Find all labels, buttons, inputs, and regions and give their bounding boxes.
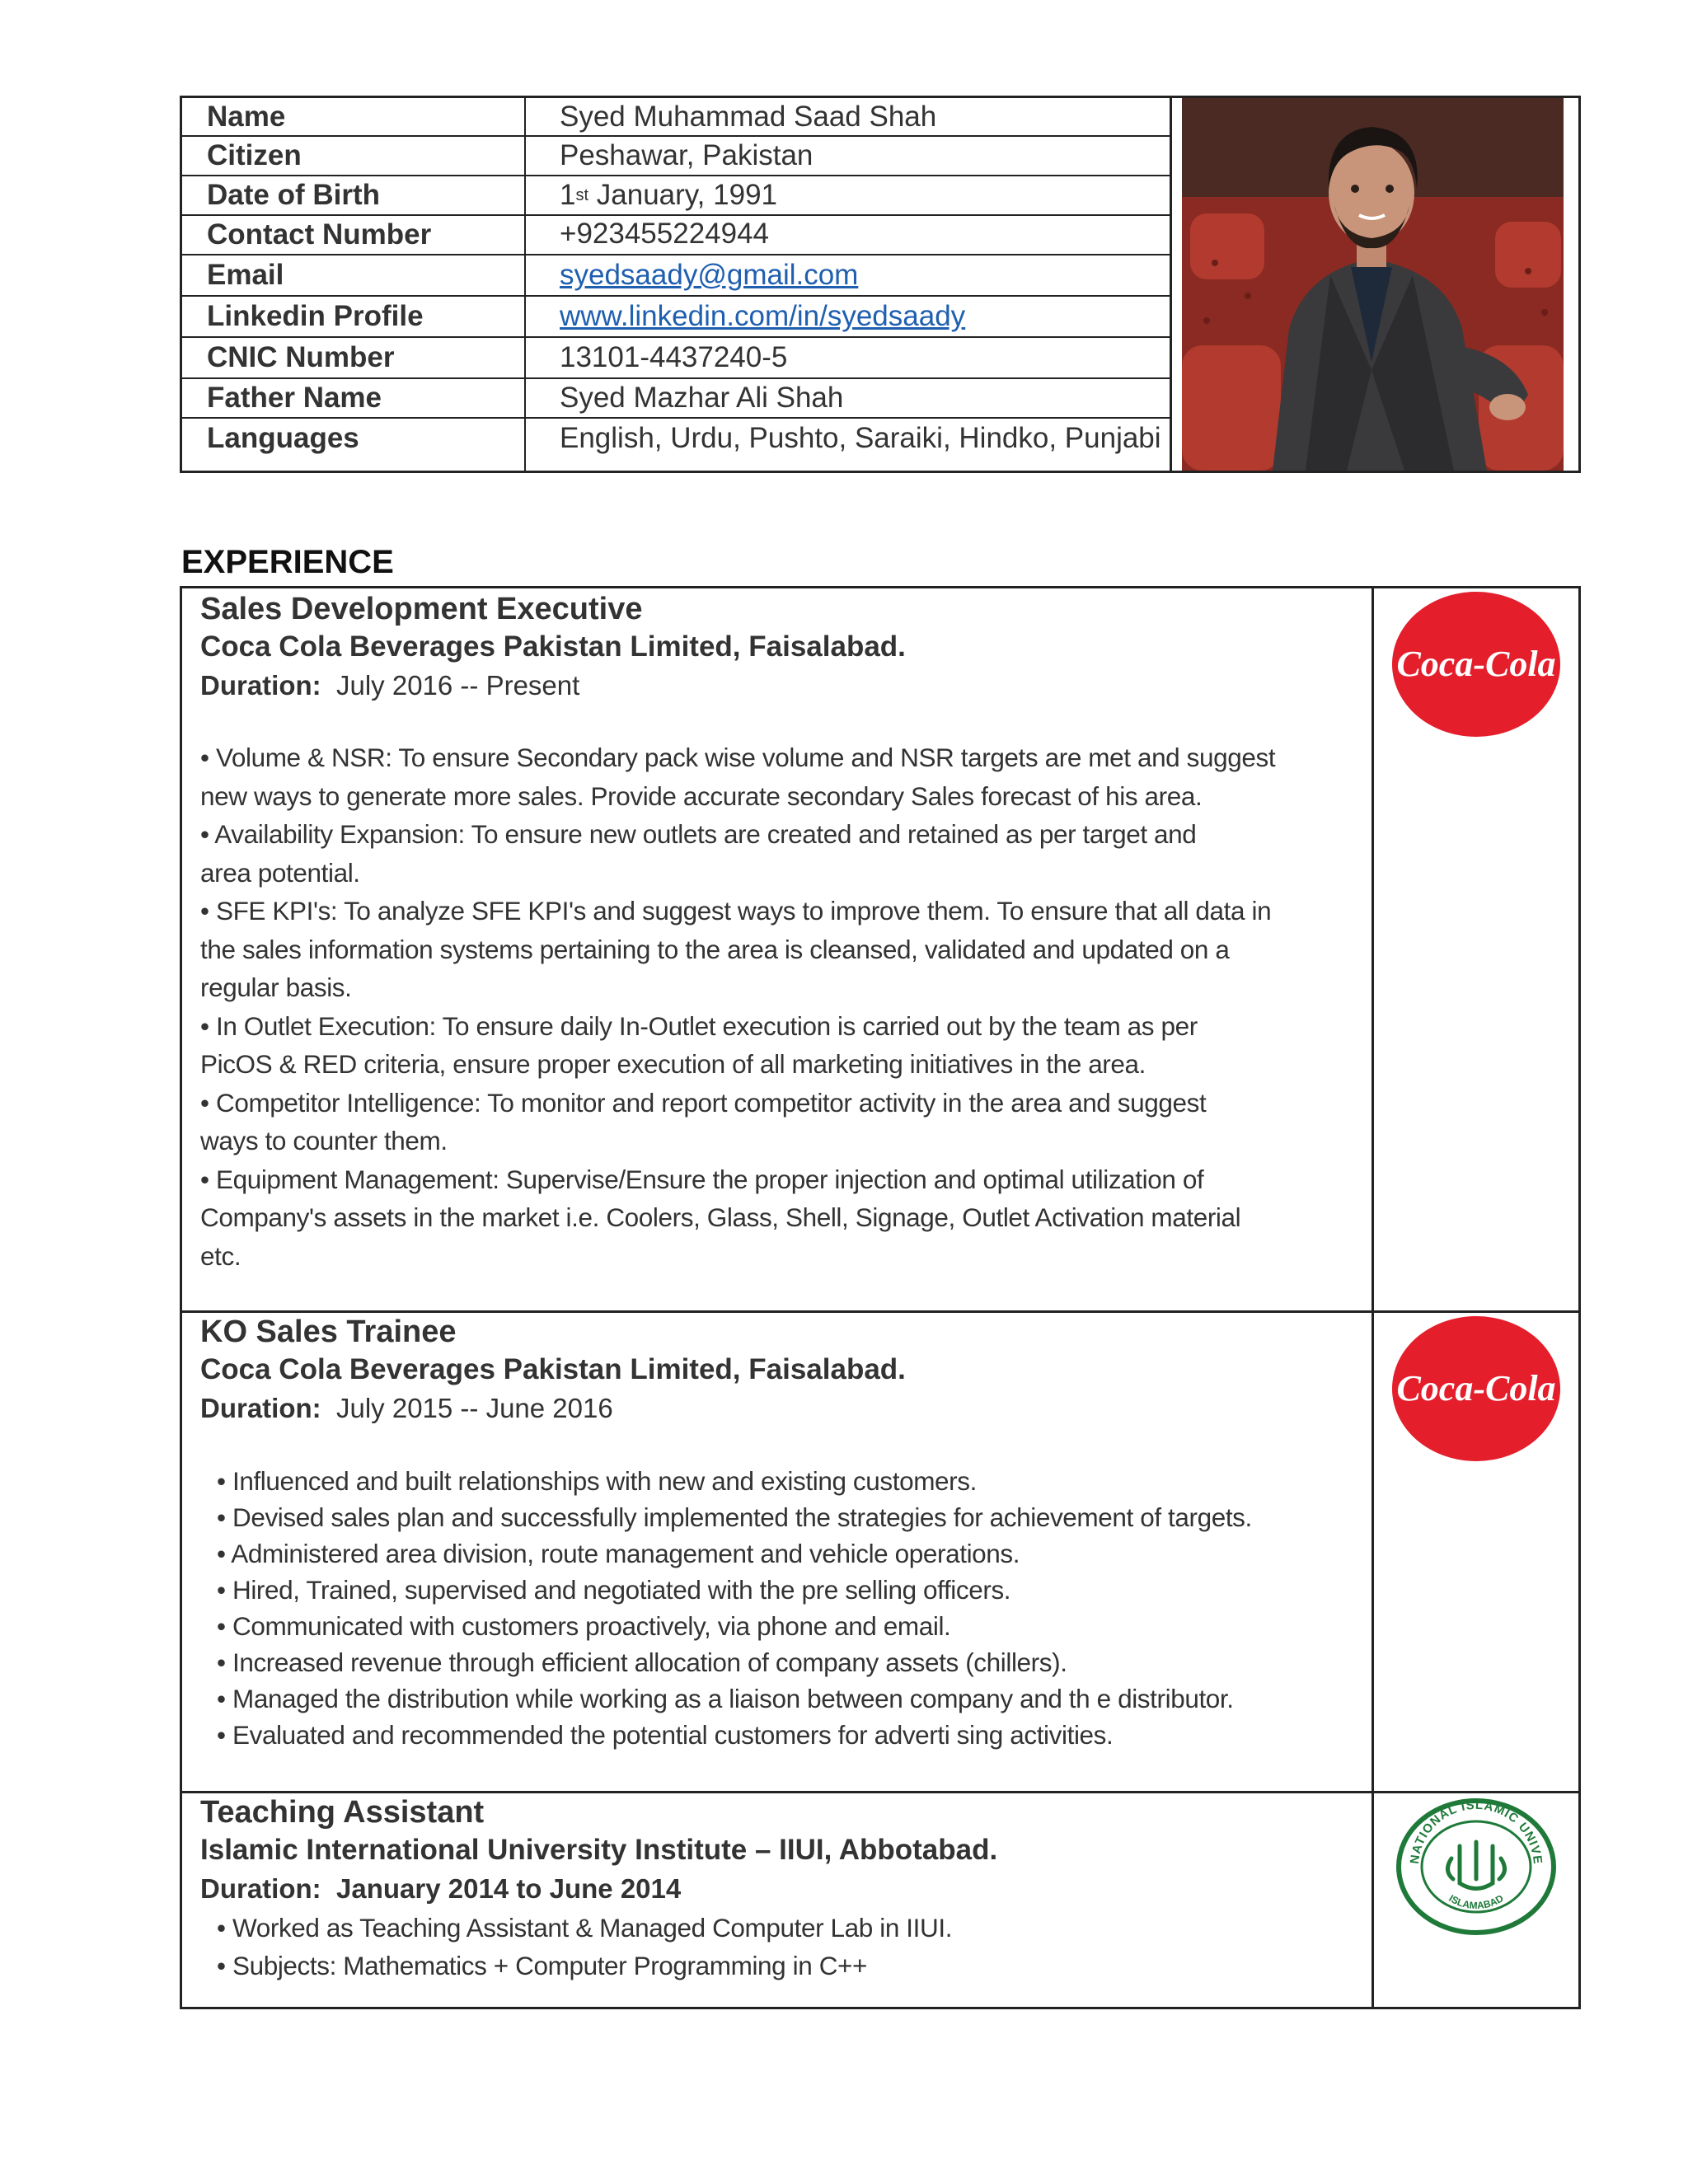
duration-value: January 2014 to June 2014 — [336, 1873, 682, 1904]
bullet-line: • Increased revenue through efficient allocation of company assets (chillers). — [217, 1647, 1067, 1677]
duration-label: Duration: — [200, 1393, 321, 1423]
job-entry — [182, 1793, 1578, 2009]
job-entry — [182, 588, 1578, 1310]
job-company: Coca Cola Beverages Pakistan Limited, Faisalabad. — [200, 1353, 906, 1385]
info-row-dob — [182, 176, 1170, 216]
bullet-line: • Communicated with customers proactively, via phone and email. — [217, 1611, 951, 1641]
job-text — [200, 590, 1362, 1275]
job-bullets — [200, 1909, 1362, 1985]
bullet-line: • Availability Expansion: To ensure new outlets are created and retained as per target and — [200, 819, 1197, 849]
job-duration — [200, 1389, 1362, 1428]
job-title: Sales Development Executive — [200, 592, 643, 626]
photo-divider — [1170, 98, 1172, 471]
info-row-citizen — [182, 137, 1170, 176]
linkedin-link[interactable]: www.linkedin.com/in/syedsaady — [560, 300, 966, 332]
personal-info-table — [180, 96, 1581, 473]
bullet-line: area potential. — [200, 857, 360, 888]
bullet-line: the sales information systems pertaining to the area is cleansed, validated and updated on a — [200, 934, 1230, 964]
job-company: Coca Cola Beverages Pakistan Limited, Faisalabad. — [200, 630, 906, 663]
bullet-line: • Subjects: Mathematics + Computer Programming in C++ — [217, 1951, 868, 1980]
bullet-line: Company's assets in the market i.e. Coolers, Glass, Shell, Signage, Outlet Activation material — [200, 1202, 1241, 1232]
experience-heading: EXPERIENCE — [181, 544, 394, 580]
email-link[interactable]: syedsaady@gmail.com — [560, 259, 859, 291]
info-label: Date of Birth — [207, 179, 380, 211]
info-label: Name — [207, 100, 286, 133]
bullet-line: • Equipment Management: Supervise/Ensure the proper injection and optimal utilization of — [200, 1164, 1204, 1194]
bullet-line: • Influenced and built relationships with new and existing customers. — [217, 1466, 977, 1496]
job-title: Teaching Assistant — [200, 1795, 485, 1830]
info-label: Father Name — [207, 382, 382, 414]
info-label: Email — [207, 259, 284, 291]
info-row-name — [182, 98, 1170, 137]
job-company: Islamic International University Institute – IIUI, Abbotabad. — [200, 1834, 998, 1866]
job-duration — [200, 666, 1362, 705]
info-value: 13101-4437240-5 — [560, 341, 788, 373]
info-row-email — [182, 255, 1170, 297]
job-duration — [200, 1869, 1362, 1909]
info-label: Contact Number — [207, 218, 432, 251]
coca-cola-logo — [1390, 590, 1563, 743]
dob-rest: January, 1991 — [596, 179, 777, 211]
svg-text:ISLAMABAD: ISLAMABAD — [1447, 1892, 1506, 1912]
coca-cola-logo — [1390, 1315, 1563, 1467]
profile-photo — [1182, 98, 1564, 471]
job-title: KO Sales Trainee — [200, 1315, 457, 1349]
info-value: Peshawar, Pakistan — [560, 139, 814, 171]
info-row-linkedin — [182, 297, 1170, 338]
info-value — [543, 176, 1170, 214]
bullet-line: ways to counter them. — [200, 1126, 448, 1155]
job-text — [200, 1313, 1362, 1753]
profile-photo-illustration — [1182, 98, 1564, 471]
job-text — [200, 1793, 1362, 1985]
bullet-line: • Managed the distribution while working as a liaison between company and th e distributor. — [217, 1684, 1234, 1713]
bullet-line: • Worked as Teaching Assistant & Managed Computer Lab in IIUI. — [217, 1913, 953, 1943]
bullet-line: etc. — [200, 1240, 241, 1271]
svg-text:Coca-Cola: Coca-Cola — [1396, 644, 1556, 684]
info-value: Syed Mazhar Ali Shah — [560, 382, 844, 414]
bullet-line: • Evaluated and recommended the potential customers for adverti sing activities. — [217, 1720, 1114, 1750]
info-label: Linkedin Profile — [207, 300, 424, 332]
info-row-languages — [182, 419, 1170, 458]
bullet-line: • Volume & NSR: To ensure Secondary pack wise volume and NSR targets are met and suggest — [200, 743, 1276, 772]
duration-value: July 2015 -- June 2016 — [336, 1393, 613, 1423]
info-row-father — [182, 379, 1170, 419]
personal-info-rows — [182, 98, 1170, 471]
info-label: Citizen — [207, 139, 302, 171]
bullet-line: • Devised sales plan and successfully implemented the strategies for achievement of targets. — [217, 1502, 1252, 1532]
bullet-line: PicOS & RED criteria, ensure proper execution of all marketing initiatives in the area. — [200, 1049, 1146, 1079]
svg-text:INTERNATIONAL ISLAMIC UNIVERSI: NATIONAL ISLAMIC UNIVE — [1407, 1797, 1545, 1866]
job-bullets — [200, 738, 1362, 1275]
duration-label: Duration: — [200, 1873, 321, 1904]
dob-suffix: st — [575, 185, 589, 204]
job-entry — [182, 1313, 1578, 1791]
info-label: Languages — [207, 422, 359, 454]
bullet-line: • Competitor Intelligence: To monitor and report competitor activity in the area and suggest — [200, 1087, 1207, 1118]
bullet-line: new ways to generate more sales. Provide accurate secondary Sales forecast of his area. — [200, 780, 1203, 811]
iiui-seal-logo — [1394, 1797, 1559, 1941]
experience-table — [180, 586, 1581, 2009]
duration-label: Duration: — [200, 670, 321, 701]
info-label: CNIC Number — [207, 341, 395, 373]
info-value — [543, 297, 1170, 336]
info-value: English, Urdu, Pushto, Saraiki, Hindko, Punjabi — [560, 422, 1161, 454]
bullet-line: regular basis. — [200, 972, 352, 1002]
job-bullets — [200, 1463, 1362, 1753]
dob-day: 1 — [560, 179, 576, 211]
info-row-contact — [182, 216, 1170, 255]
bullet-line: • Hired, Trained, supervised and negotiated with the pre selling officers. — [217, 1575, 1011, 1605]
info-column-divider — [524, 98, 526, 471]
bullet-line: • SFE KPI's: To analyze SFE KPI's and suggest ways to improve them. To ensure that all data in — [200, 896, 1272, 926]
duration-value: July 2016 -- Present — [336, 670, 580, 701]
bullet-line: • In Outlet Execution: To ensure daily In-Outlet execution is carried out by the team as per — [200, 1010, 1198, 1041]
info-value — [543, 255, 1170, 295]
info-value: +923455224944 — [560, 218, 770, 250]
info-row-cnic — [182, 338, 1170, 379]
svg-text:Coca-Cola: Coca-Cola — [1396, 1368, 1556, 1408]
bullet-line: • Administered area division, route management and vehicle operations. — [217, 1539, 1020, 1568]
info-value: Syed Muhammad Saad Shah — [560, 100, 937, 133]
